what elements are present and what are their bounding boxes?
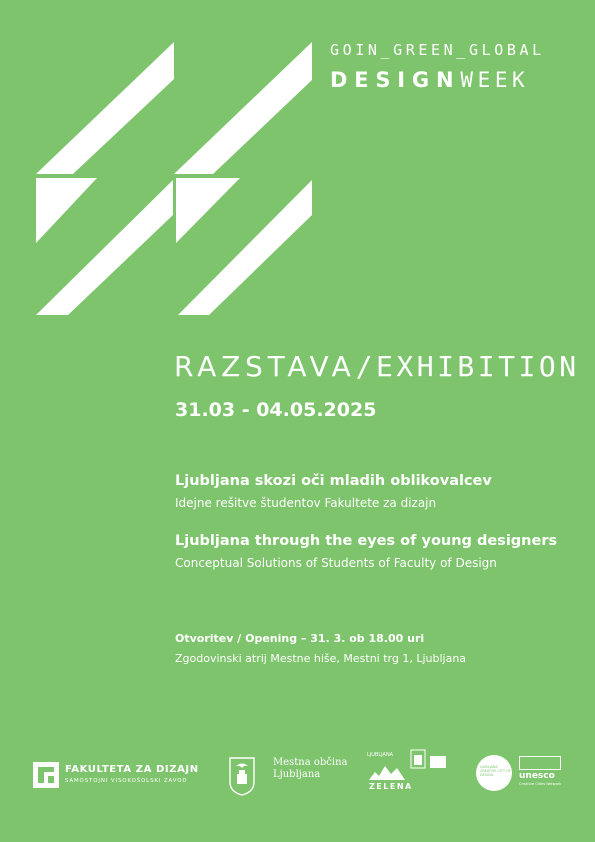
stripes-graphic xyxy=(0,0,330,320)
exhibition-razstava: RAZSTAVA xyxy=(174,350,356,383)
subtitle-slovene: Idejne rešitve študentov Fakultete za dizajn xyxy=(175,496,437,510)
venue-info: Zgodovinski atrij Mestne hiše, Mestni trg 1, Ljubljana xyxy=(175,652,467,665)
eu-flag-icon xyxy=(430,756,446,768)
brand-title xyxy=(330,68,529,92)
zelena-logo xyxy=(367,752,413,798)
left-stripe-upper xyxy=(36,42,174,174)
zelena-big-text: ZELENA xyxy=(369,782,413,791)
title-slovene: Ljubljana skozi oči mladih oblikovalcev xyxy=(175,473,492,489)
right-stripe-middle xyxy=(176,178,240,243)
unesco-temple-icon xyxy=(519,756,561,770)
zelena-small-text: LJUBLJANA xyxy=(367,752,394,758)
left-stripe-middle xyxy=(36,178,97,243)
eu-award-icon xyxy=(410,749,426,769)
brand-tagline: GOIN_GREEN_GLOBAL xyxy=(330,41,545,59)
creative-city-logo xyxy=(476,755,512,791)
faculty-monogram-icon xyxy=(33,762,59,788)
exhibition-dates: 31.03 - 04.05.2025 xyxy=(175,399,377,421)
brand-design: DESIGN xyxy=(330,68,461,92)
ljubljana-dragon-crest-icon xyxy=(228,756,256,796)
mol-logo-text: Mestna občina Ljubljana xyxy=(273,757,348,780)
unesco-text: unesco xyxy=(519,771,555,781)
skyline-icon xyxy=(369,760,407,782)
opening-info: Otvoritev / Opening – 31. 3. ob 18.00 uri xyxy=(175,632,425,645)
brand-week: WEEK xyxy=(460,68,530,92)
title-english: Ljubljana through the eyes of young designers xyxy=(175,533,558,549)
exhibition-heading xyxy=(174,350,580,383)
exhibition-english: /EXHIBITION xyxy=(355,350,580,383)
fzd-name: FAKULTETA ZA DIZAJN xyxy=(65,764,199,775)
fzd-logo xyxy=(33,760,208,790)
unesco-subtitle: Creative Cities Network xyxy=(519,782,562,786)
subtitle-english: Conceptual Solutions of Students of Faculty of Design xyxy=(175,556,497,570)
fzd-subtitle: SAMOSTOJNI VISOKOŠOLSKI ZAVOD xyxy=(65,778,188,784)
creative-city-text: LJUBLJANA CREATIVE CITY OF DESIGN xyxy=(480,765,511,777)
right-stripe-upper xyxy=(174,42,312,174)
